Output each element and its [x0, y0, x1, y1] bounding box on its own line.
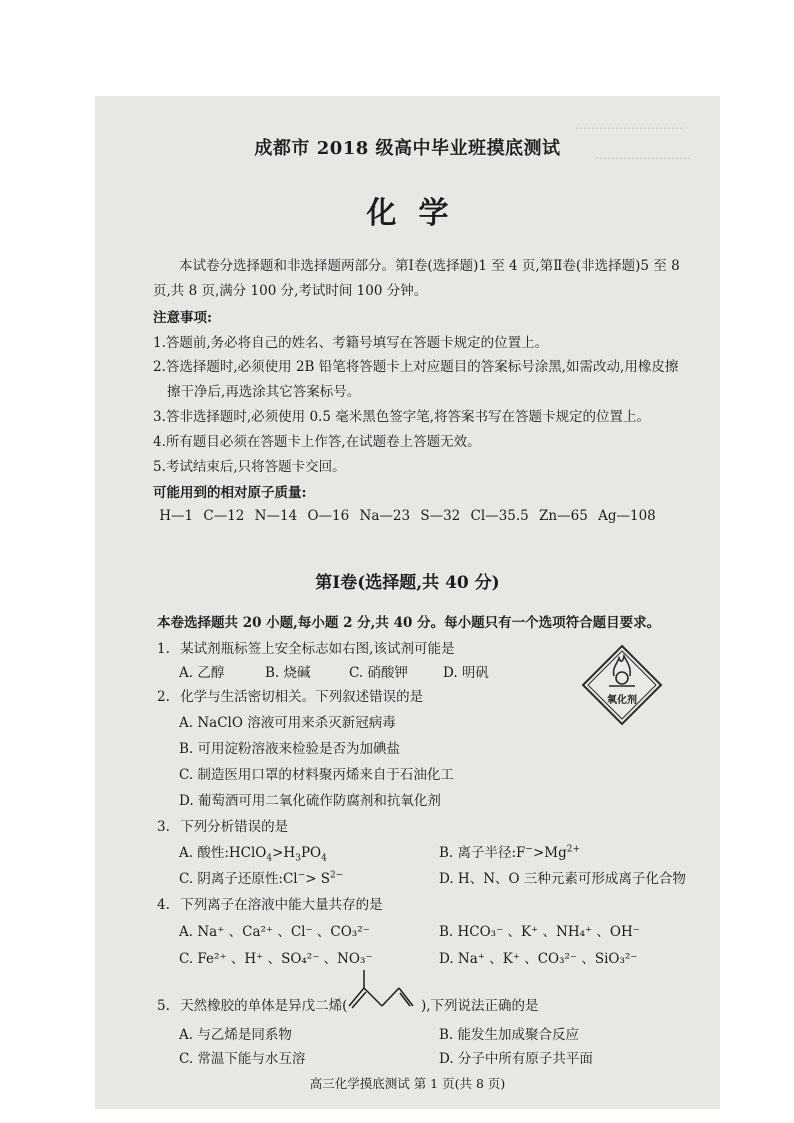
- atomic-mass-values: H—1 C—12 N—14 O—16 Na—23 S—32 Cl—35.5 Zn—65 Ag—108: [159, 508, 656, 524]
- note-item: 4.所有题目必须在答题卡上作答,在试题卷上答题无效。: [153, 434, 481, 450]
- question-4: [157, 897, 383, 913]
- question-stem: 某试剂瓶标签上安全标志如右图,该试剂可能是: [180, 641, 455, 657]
- intro-line-2: 页,共 8 页,满分 100 分,考试时间 100 分钟。: [153, 283, 428, 299]
- question-5: [157, 998, 347, 1014]
- q1-option-c: C. 硝酸钾: [349, 665, 408, 681]
- bleed-through-text: ………………………: [575, 118, 683, 132]
- atomic-mass-title: 可能用到的相对原子质量:: [153, 485, 307, 501]
- q1-option-a: A. 乙醇: [179, 665, 225, 681]
- flame-over-circle-icon: [581, 644, 663, 726]
- question-number: 1.: [157, 641, 170, 657]
- q4-option-c: C. Fe²⁺ 、H⁺ 、SO₄²⁻ 、NO₃⁻: [179, 951, 373, 967]
- question-stem: 下列分析错误的是: [180, 819, 289, 835]
- q2-option-b: B. 可用淀粉溶液来检验是否为加碘盐: [179, 741, 401, 757]
- q5-option-c: C. 常温下能与水互溶: [179, 1051, 306, 1067]
- question-stem-part-2: ),下列说法正确的是: [421, 998, 539, 1014]
- q5-option-b: B. 能发生加成聚合反应: [439, 1027, 580, 1043]
- note-item: 1.答题前,务必将自己的姓名、考籍号填写在答题卡规定的位置上。: [153, 335, 549, 351]
- q2-option-d: D. 葡萄酒可用二氧化硫作防腐剂和抗氧化剂: [179, 793, 441, 809]
- q4-option-b: B. HCO₃⁻ 、K⁺ 、NH₄⁺ 、OH⁻: [439, 924, 640, 940]
- notes-title: 注意事项:: [153, 310, 212, 326]
- question-number: 5.: [157, 998, 170, 1014]
- question-stem: 下列离子在溶液中能大量共存的是: [180, 897, 383, 913]
- q5-option-d: D. 分子中所有原子共平面: [439, 1051, 593, 1067]
- note-item-continuation: 擦干净后,再选涂其它答案标号。: [167, 384, 361, 400]
- q1-option-d: D. 明矾: [443, 665, 489, 681]
- question-2: [157, 689, 423, 705]
- q5-option-a: A. 与乙烯是同系物: [179, 1027, 292, 1043]
- question-3: [157, 819, 288, 835]
- question-number: 4.: [157, 897, 170, 913]
- question-1: [157, 641, 454, 657]
- q4-option-a: A. Na⁺ 、Ca²⁺ 、Cl⁻ 、CO₃²⁻: [179, 924, 370, 940]
- subject-title: 化学: [366, 196, 471, 231]
- exam-page: [95, 96, 720, 1109]
- isoprene-structure-icon: [345, 968, 417, 1014]
- exam-title: 成都市 2018 级高中毕业班摸底测试: [254, 138, 561, 159]
- note-item: 3.答非选择题时,必须使用 0.5 毫米黑色签字笔,将答案书写在答题卡规定的位置上。: [153, 409, 651, 425]
- oxidizer-hazard-sign: [581, 644, 663, 726]
- section-title: 第Ⅰ卷(选择题,共 40 分): [315, 573, 500, 593]
- q2-option-c: C. 制造医用口罩的材料聚丙烯来自于石油化工: [179, 767, 454, 783]
- q4-option-d: D. Na⁺ 、K⁺ 、CO₃²⁻ 、SiO₃²⁻: [439, 951, 638, 967]
- section-instruction: 本卷选择题共 20 小题,每小题 2 分,共 40 分。每小题只有一个选项符合题目要求。: [157, 615, 661, 631]
- q3-option-c: C. 阴离子还原性:Cl−> $S^{2-}$: [179, 870, 344, 887]
- q1-option-b: B. 烧碱: [265, 665, 311, 681]
- question-number: 2.: [157, 689, 170, 705]
- intro-line-1: 本试卷分选择题和非选择题两部分。第Ⅰ卷(选择题)1 至 4 页,第Ⅱ卷(非选择题)5 至 8: [179, 258, 680, 274]
- q3-option-d: D. H、N、O 三种元素可形成离子化合物: [439, 871, 686, 887]
- note-item: 5.考试结束后,只将答题卡交回。: [153, 459, 346, 475]
- page-footer: 高三化学摸底测试 第 1 页(共 8 页): [309, 1076, 506, 1091]
- q3-option-b: B. 离子半径$:F^->Mg^{2+}$: [439, 844, 581, 861]
- question-stem-part-1: 天然橡胶的单体是异戊二烯(: [180, 998, 348, 1014]
- q3-option-a: A. 酸性$:HClO_4>H_3PO_4$: [179, 845, 327, 864]
- question-number: 3.: [157, 819, 170, 835]
- q2-option-a: A. NaClO 溶液可用来杀灭新冠病毒: [179, 715, 396, 731]
- sign-label: 氧化剂: [607, 695, 637, 706]
- note-item: 2.答选择题时,必须使用 2B 铅笔将答题卡上对应题目的答案标号涂黑,如需改动,用橡皮擦: [153, 359, 679, 375]
- bleed-through-text: ……………………: [595, 148, 691, 162]
- question-stem: 化学与生活密切相关。下列叙述错误的是: [180, 689, 424, 705]
